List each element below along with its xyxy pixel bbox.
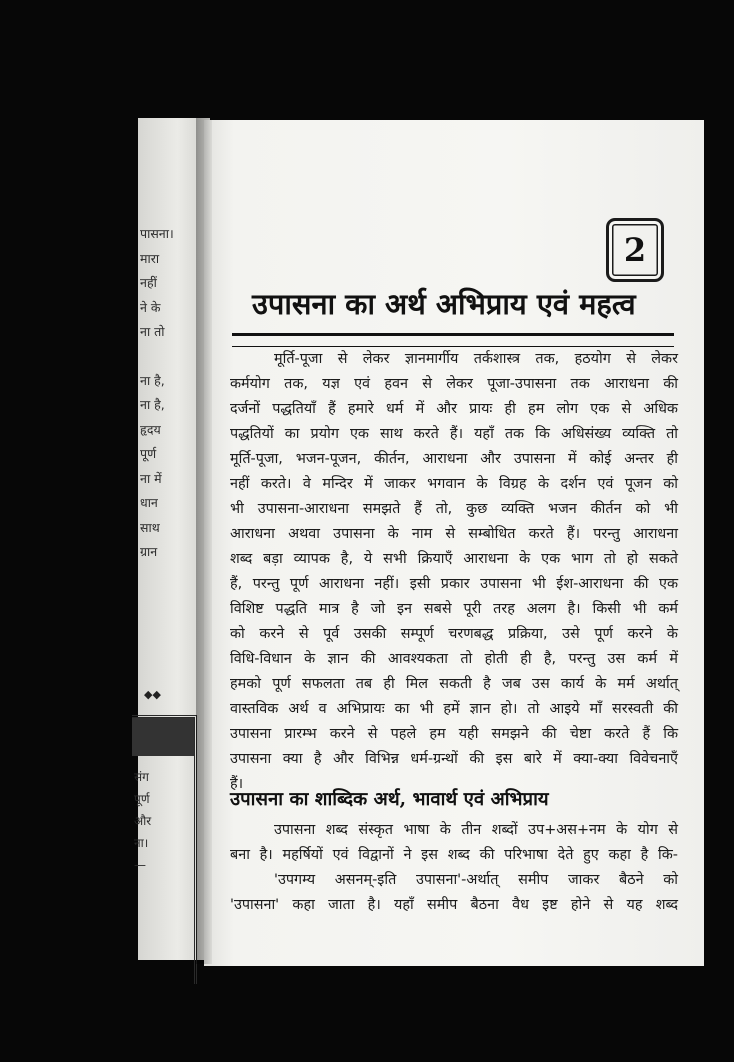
previous-page-box-line: संग [134, 770, 149, 784]
previous-page-box [132, 715, 197, 984]
text-line: पद्धतियों का प्रयोग एक साथ करते हैं। यहाँ तक कि अधिसंख्य व्यक्ति तो [230, 426, 678, 442]
previous-page-line: ना है, [140, 372, 165, 388]
text-line: आराधना अथवा उपासना के नाम से सम्बोधित करते हैं। परन्तु आराधना [230, 526, 678, 542]
text-line: को करने से पूर्व उसकी सम्पूर्ण चरणबद्ध प्रक्रिया, उसे पूर्ण करने के [230, 626, 678, 642]
previous-page-box-line: — [134, 858, 146, 872]
previous-page-line: साथ [140, 519, 160, 535]
previous-page-line: ना है, [140, 397, 165, 412]
text-line: दर्जनों पद्धतियाँ हैं हमारे धर्म में और प्रायः ही हम लोग एक से अधिक [230, 401, 678, 417]
text-line: 'उपासना' कहा जाता है। यहाँ समीप बैठना वैध इष्ट होने से यह शब्द [230, 897, 678, 913]
text-line: मूर्ति-पूजा, भजन-पूजन, कीर्तन, आराधना और उपासना में कोई अन्तर ही [230, 451, 678, 467]
text-line: हमको पूर्ण सफलता तब ही मिल सकती है जब उस कार्य के मर्म अर्थात् [230, 676, 678, 692]
text-line: विशिष्ट पद्धति मात्र है जो इन सबसे पूरी तरह अलग है। किसी भी कर्म [230, 601, 678, 617]
previous-page-divider: ◆◆ [144, 688, 161, 701]
paragraph-2 [230, 818, 678, 918]
text-line: 'उपगम्य असनम्-इति उपासना'-अर्थात् समीप जाकर बैठने को [274, 872, 678, 888]
text-line: बना है। महर्षियों एवं विद्वानों ने इस शब्द की परिभाषा देते हुए कहा है कि- [230, 847, 678, 863]
previous-page-box-text [132, 756, 194, 876]
text-line: उपासना प्रारम्भ करने से पहले हम यही समझने की चेष्टा करते हैं कि [230, 726, 678, 742]
previous-page-box-line: पूर्ण [134, 792, 150, 806]
title-double-rule [232, 333, 674, 347]
previous-page-line: पूर्ण [140, 446, 157, 461]
text-line: भी उपासना-आराधना समझते हैं तो, कुछ व्यक्ति भजन कीर्तन को भी [230, 501, 678, 517]
previous-page-box-line: ना। [134, 836, 149, 850]
text-line: कर्मयोग तक, यज्ञ एवं हवन से लेकर पूजा-उपासना तक आराधना की [230, 376, 678, 392]
text-line: हैं, परन्तु पूर्ण आराधना नहीं। इसी प्रकार उपासना भी ईश-आराधना की एक [230, 576, 678, 592]
previous-page-line: ना तो [140, 324, 165, 339]
text-line: शब्द बड़ा व्यापक है, ये सभी क्रियाएँ आराधना के एक भाग तो हो सकते [230, 551, 678, 567]
previous-page-line: मारा [140, 250, 160, 266]
section-heading: उपासना का शाब्दिक अर्थ, भावार्थ एवं अभिप्राय [230, 789, 549, 810]
previous-page-line: ने के [140, 299, 161, 315]
text-line: नहीं करते। वे मन्दिर में जाकर भगवान के विग्रह के दर्शन एवं पूजन को [230, 476, 678, 492]
book-page [204, 120, 704, 966]
text-line: उपासना शब्द संस्कृत भाषा के तीन शब्दों उप+अस+नम के योग से [274, 822, 678, 838]
text-line: विधि-विधान के ज्ञान की आवश्यकता तो होती ही है, परन्तु उस कर्म में [230, 651, 678, 667]
text-line: वास्तविक अर्थ व अभिप्रायः का भी हमें ज्ञान हो। तो आइये माँ सरस्वती की [230, 701, 678, 717]
text-line: हैं। [230, 776, 244, 792]
text-line: मूर्ति-पूजा से लेकर ज्ञानमार्गीय तर्कशास्त्र तक, हठयोग से लेकर [274, 351, 678, 367]
paragraph-1 [230, 347, 678, 797]
text-line: उपासना क्या है और विभिन्न धर्म-ग्रन्थों की इस बारे में क्या-क्या विवेचनाएँ [230, 751, 678, 767]
previous-page-line: धान [140, 495, 158, 510]
previous-page-box-header [132, 718, 194, 756]
previous-page-line: ग्रान [140, 544, 158, 559]
previous-page-line: पासना। [140, 226, 174, 241]
chapter-number: 2 [606, 218, 664, 282]
previous-page-box-line: और [134, 814, 152, 828]
previous-page-line: हृदय [140, 421, 161, 437]
previous-page-line: ना में [140, 470, 162, 486]
book-gutter-shadow [196, 118, 212, 964]
chapter-title: उपासना का अर्थ अभिप्राय एवं महत्व [252, 287, 636, 321]
previous-page-line: नहीं [140, 275, 157, 290]
